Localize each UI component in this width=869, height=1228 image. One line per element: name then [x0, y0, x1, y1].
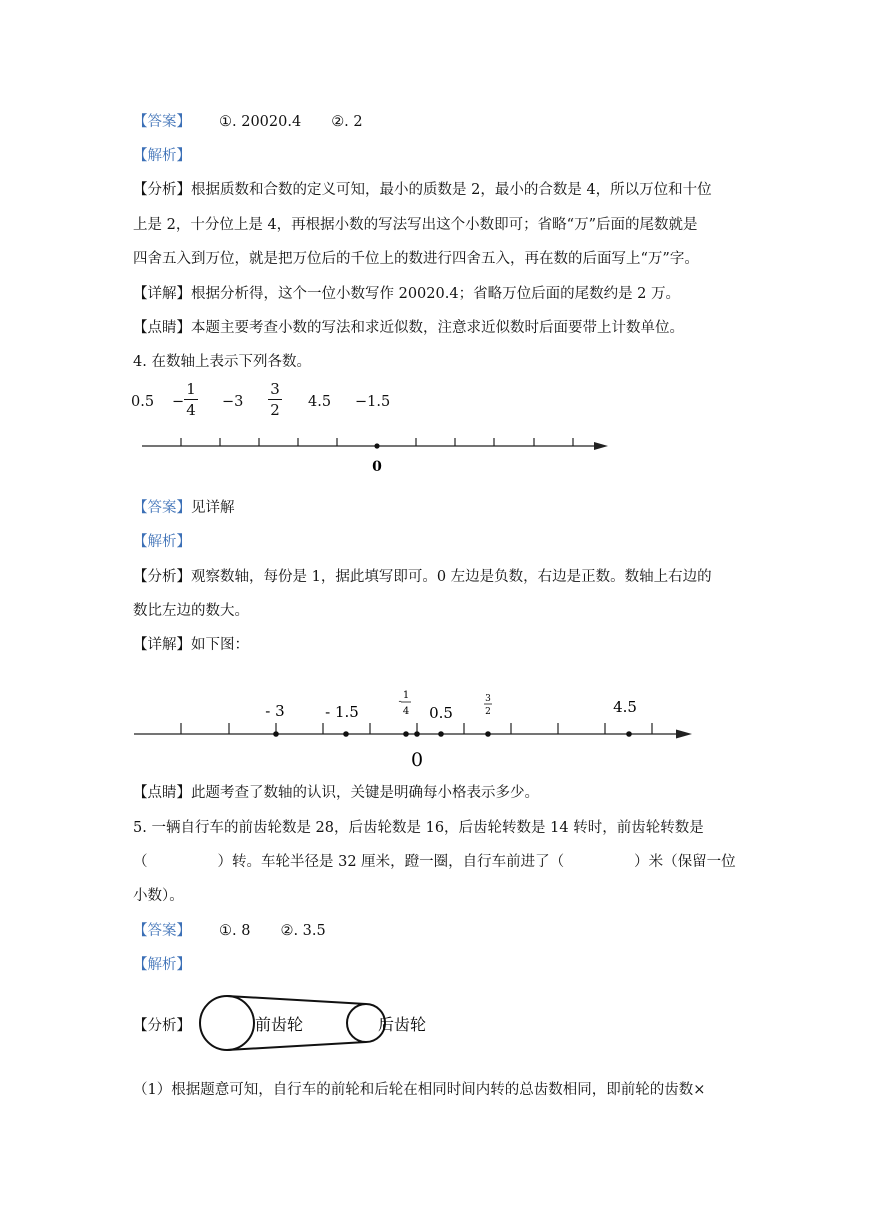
question-end: ）米（保留一位 — [634, 854, 736, 870]
number-minus-1-5: −1.5 — [355, 394, 391, 410]
point-minus-3 — [273, 731, 279, 737]
q4-fenxi-line-1 — [133, 567, 712, 587]
label-minus-3: - 3 — [265, 702, 285, 720]
fenxi-text-1: 观察数轴，每份是 1，据此填写即可。0 左边是负数，右边是正数。数轴上右边的 — [191, 569, 712, 585]
fraction-numerator: 1 — [186, 380, 196, 398]
label-minus-sign: - — [398, 697, 402, 707]
number-0-5: 0.5 — [131, 394, 155, 410]
label-minus-1-5: - 1.5 — [325, 703, 359, 721]
rear-gear-label: 后齿轮 — [378, 1015, 427, 1034]
axis-arrow — [594, 442, 608, 450]
q3-analysis-tag: 【解析】 — [133, 148, 191, 164]
label-4-5: 4.5 — [613, 698, 637, 716]
answer-1: ①. 8 — [219, 923, 251, 939]
number-line-blank — [130, 425, 620, 480]
dianjing-tag: 【点睛】 — [133, 320, 191, 336]
open-paren: （ — [133, 854, 148, 870]
number-minus-sign: − — [172, 394, 185, 410]
label-zero: 0 — [410, 749, 424, 771]
dianjing-text: 本题主要考查小数的写法和求近似数，注意求近似数时后面要带上计数单位。 — [191, 320, 684, 336]
q3-xiangjie-line — [133, 284, 680, 304]
dianjing-tag: 【点睛】 — [133, 785, 191, 801]
answer-tag: 【答案】 — [133, 500, 191, 516]
label-three-halves-denominator: 2 — [485, 707, 491, 717]
number-4-5: 4.5 — [308, 394, 332, 410]
number-minus-3: −3 — [222, 394, 244, 410]
q3-fenxi-line-1 — [133, 180, 712, 200]
fraction-numerator: 3 — [270, 380, 280, 398]
q3-dianjing-line — [133, 318, 684, 338]
front-gear-circle — [200, 996, 254, 1050]
chain-top — [227, 996, 366, 1004]
point-minus-1-5 — [343, 731, 349, 737]
q4-analysis-tag: 【解析】 — [133, 534, 191, 550]
q5-paragraph-1: （1）根据题意可知，自行车的前轮和后轮在相同时间内转的总齿数相同，即前轮的齿数× — [133, 1082, 706, 1098]
xiangjie-text: 根据分析得，这个一位小数写作 20020.4；省略万位后面的尾数约是 2 万。 — [191, 286, 681, 302]
xiangjie-tag: 【详解】 — [133, 637, 191, 653]
point-minus-one-quarter — [403, 731, 409, 737]
q5-analysis-tag: 【解析】 — [133, 957, 191, 973]
point-4-5 — [626, 731, 632, 737]
point-zero — [414, 731, 420, 737]
point-0-5 — [438, 731, 444, 737]
q5-question-line-3: 小数）。 — [133, 888, 184, 904]
question-middle: ）转。车轮半径是 32 厘米，蹬一圈，自行车前进了（ — [217, 854, 565, 870]
q3-answer-line — [133, 112, 363, 132]
fraction-three-halves — [268, 380, 282, 419]
answer-tag: 【答案】 — [133, 923, 191, 939]
fraction-denominator: 4 — [186, 401, 196, 419]
origin-label: 0 — [372, 459, 382, 475]
front-gear-label: 前齿轮 — [255, 1015, 304, 1034]
origin-point — [374, 443, 379, 448]
answer-2: ②. 3.5 — [280, 923, 326, 939]
fraction-denominator: 2 — [270, 401, 280, 419]
number-line-answer — [130, 680, 700, 775]
q3-fenxi-line-3: 四舍五入到万位，就是把万位后的千位上的数进行四舍五入，再在数的后面写上“万”字。 — [133, 251, 699, 267]
fenxi-text-1: 根据质数和合数的定义可知，最小的质数是 2，最小的合数是 4，所以万位和十位 — [191, 182, 712, 198]
q4-fenxi-line-2: 数比左边的数大。 — [133, 603, 249, 619]
xiangjie-tag: 【详解】 — [133, 286, 191, 302]
fraction-one-quarter — [184, 380, 198, 419]
gear-diagram — [196, 990, 436, 1058]
fenxi-tag: 【分析】 — [133, 182, 191, 198]
label-quarter-denominator: 4 — [402, 706, 410, 717]
label-quarter-numerator: 1 — [402, 690, 410, 701]
point-three-halves — [485, 731, 491, 737]
xiangjie-text: 如下图： — [191, 637, 249, 653]
answer-tag: 【答案】 — [133, 114, 191, 130]
answer-2: ②. 2 — [331, 114, 363, 130]
label-three-halves-numerator: 3 — [485, 694, 491, 704]
answer-1: ①. 20020.4 — [219, 114, 302, 130]
q5-fenxi-tag: 【分析】 — [133, 1018, 191, 1034]
label-0-5: 0.5 — [429, 704, 453, 722]
q5-question-line-2 — [133, 852, 736, 872]
answer-text: 见详解 — [191, 500, 235, 516]
q5-question-line-1: 5. 一辆自行车的前齿轮数是 28，后齿轮数是 16，后齿轮转数是 14 转时，前齿轮转数是 — [133, 820, 704, 836]
chain-bottom — [227, 1042, 366, 1050]
q4-dianjing-line — [133, 783, 539, 803]
q5-answer-line — [133, 921, 326, 941]
dianjing-text: 此题考查了数轴的认识，关键是明确每小格表示多少。 — [191, 785, 539, 801]
q4-question: 4. 在数轴上表示下列各数。 — [133, 354, 311, 370]
q3-fenxi-line-2: 上是 2，十分位上是 4，再根据小数的写法写出这个小数即可；省略“万”后面的尾数就是 — [133, 217, 698, 233]
q4-answer-line — [133, 498, 235, 518]
q4-xiangjie-line — [133, 635, 249, 655]
axis-arrow — [676, 730, 692, 739]
fenxi-tag: 【分析】 — [133, 569, 191, 585]
